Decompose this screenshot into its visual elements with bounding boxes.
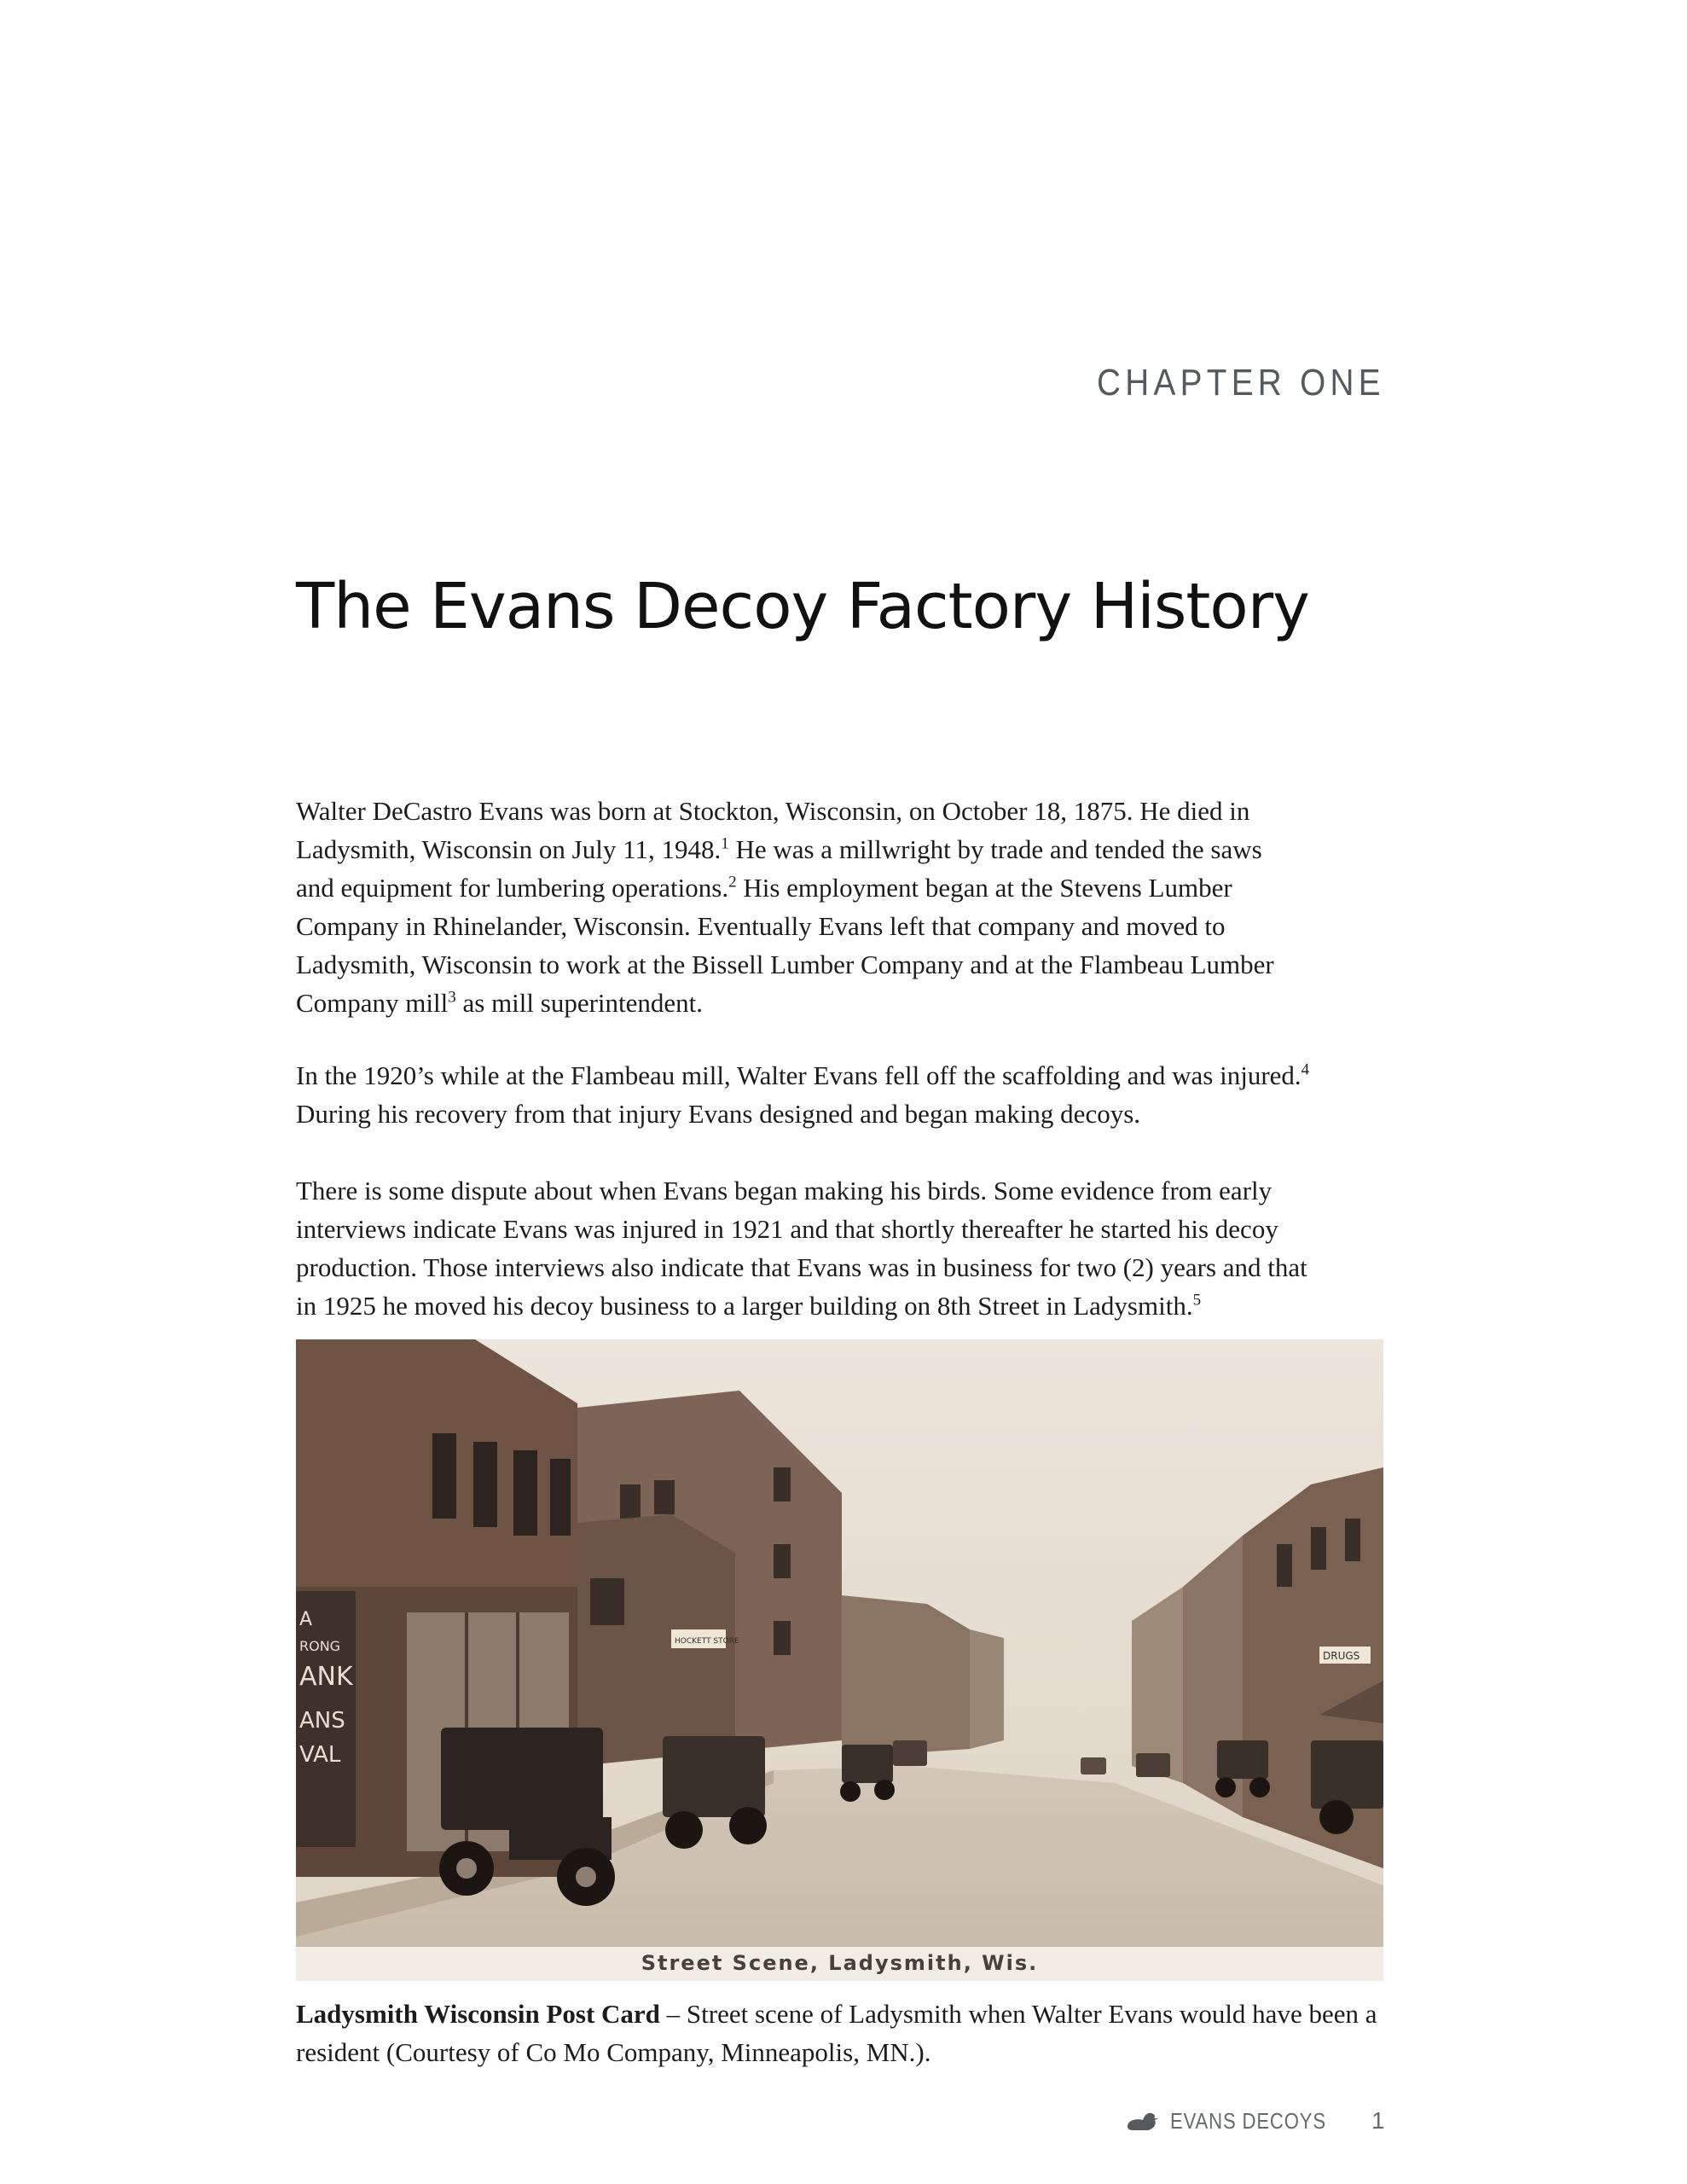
paragraph-line: Ladysmith, Wisconsin to work at the Bissell Lumber Company and at the Flambeau Lumber	[296, 950, 1274, 979]
paragraph-line: in 1925 he moved his decoy business to a larger building on 8th Street in Ladysmith.$^5$	[296, 1291, 1202, 1321]
paragraph-line: Company in Rhinelander, Wisconsin. Eventually Evans left that company and moved to	[296, 911, 1226, 941]
paragraph-line: and equipment for lumbering operations.$^2$ His employment began at the Stevens Lumber	[296, 873, 1232, 903]
sign-text: ANK	[299, 1662, 353, 1692]
paragraph-1	[296, 792, 1396, 1022]
vintage-car	[893, 1740, 927, 1766]
footnote-ref[interactable]: 1	[721, 834, 729, 853]
paragraph-line: Company mill$^3$ as mill superintendent.	[296, 988, 704, 1018]
sign-text: VAL	[299, 1742, 341, 1768]
sign-text: ANS	[299, 1708, 345, 1734]
sign-text: RONG	[299, 1638, 341, 1654]
paragraph-line: In the 1920’s while at the Flambeau mill, Walter Evans fell off the scaffolding and was injured.$^4$	[296, 1060, 1310, 1090]
street-scene-postcard-photo	[296, 1339, 1383, 1981]
book-title: EVANS DECOYS	[1170, 2107, 1326, 2134]
caption-title: Ladysmith Wisconsin Post Card	[296, 1999, 660, 2029]
page-number: 1	[1371, 2107, 1385, 2134]
page-footer	[1124, 2104, 1385, 2138]
paragraph-2	[296, 1056, 1396, 1133]
distant-left-buildings	[842, 1595, 970, 1757]
caption-line: resident (Courtesy of Co Mo Company, Minneapolis, MN.).	[296, 2037, 931, 2067]
duck-decoy-icon	[1124, 2108, 1162, 2134]
sign-text: HOCKETT STORE	[675, 1637, 739, 1646]
paragraph-line: interviews indicate Evans was injured in 1921 and that shortly thereafter he started his decoy	[296, 1214, 1278, 1244]
page-title: The Evans Decoy Factory History	[296, 570, 1309, 643]
footnote-ref[interactable]: 3	[448, 988, 456, 1007]
footnote-ref[interactable]: 4	[1301, 1060, 1310, 1079]
paragraph-line: During his recovery from that injury Evans designed and began making decoys.	[296, 1099, 1141, 1129]
paragraph-line: Walter DeCastro Evans was born at Stockton, Wisconsin, on October 18, 1875. He died in	[296, 796, 1250, 826]
sign-text: DRUGS	[1323, 1650, 1360, 1662]
paragraph-line: Ladysmith, Wisconsin on July 11, 1948.$^1$ He was a millwright by trade and tended the saws	[296, 834, 1262, 864]
paragraph-line: There is some dispute about when Evans began making his birds. Some evidence from early	[296, 1176, 1272, 1205]
photo-caption	[296, 1995, 1396, 2071]
footnote-ref[interactable]: 2	[728, 873, 737, 892]
sign-text: A	[299, 1609, 313, 1630]
caption-line: Ladysmith Wisconsin Post Card – Street scene of Ladysmith when Walter Evans would have been a	[296, 1999, 1377, 2029]
chapter-label: CHAPTER ONE	[1097, 362, 1385, 404]
footnote-ref[interactable]: 5	[1192, 1291, 1202, 1310]
postcard-printed-caption: Street Scene, Ladysmith, Wis.	[296, 1947, 1383, 1981]
paragraph-line: production. Those interviews also indicate that Evans was in business for two (2) years and that	[296, 1252, 1307, 1282]
paragraph-3	[296, 1171, 1396, 1325]
postcard-illustration	[296, 1339, 1383, 1981]
